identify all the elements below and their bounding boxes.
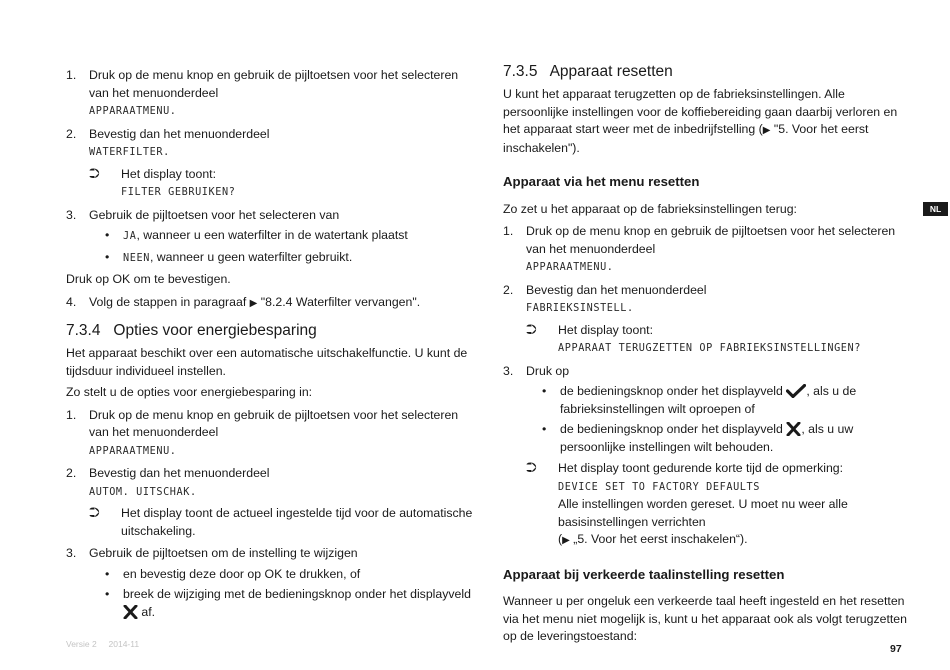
paragraph: Zo zet u het apparaat op de fabrieksinstellingen terug: (503, 201, 797, 216)
cross-reference: "8.2.4 Waterfilter vervangen". (260, 294, 421, 309)
bullet-text: de bedieningsknop onder het displayveld (560, 384, 783, 398)
step-number: 3. (66, 546, 77, 560)
menu-item-code: WATERFILTER. (89, 147, 170, 158)
bullet-text: , wanneer u geen waterfilter gebruikt. (149, 249, 353, 264)
bullet-icon: • (542, 422, 547, 436)
result-arrow-icon: ⮊ (89, 504, 100, 520)
result-line (503, 460, 913, 550)
section-number: 7.3.4 (66, 322, 101, 339)
list-item (66, 67, 476, 121)
bullet-text-end: af. (141, 604, 156, 619)
subsection-heading: Apparaat via het menu resetten (503, 174, 700, 189)
menu-item-code: APPARAATMENU. (89, 445, 177, 457)
step-text: Druk op de menu knop en gebruik de pijltoetsen voor het selecteren van het menuonderdeel (89, 407, 459, 439)
cross-reference: "5. Voor het eerst inschakelen"). (503, 122, 869, 155)
result-line (66, 505, 476, 540)
reference-open: ( (558, 532, 563, 546)
bullet-text: en bevestig deze door op OK te drukken, of (123, 566, 361, 581)
paragraph: Zo stelt u de opties voor energiebesparing in: (66, 385, 313, 399)
step-number: 1. (66, 68, 77, 82)
section-heading (503, 62, 913, 82)
step-text: Druk op (526, 363, 570, 378)
list-item (66, 465, 476, 501)
result-text: Het display toont gedurende korte tijd de opmerking: (558, 461, 844, 475)
cross-reference: „5. Voor het eerst inschakelen“). (573, 532, 748, 546)
checkmark-icon (786, 384, 806, 398)
list-item (503, 363, 913, 381)
bullet-text: de bedieningsknop onder het displayveld (560, 422, 783, 436)
subsection-heading: Apparaat bij verkeerde taalinstelling resetten (503, 566, 785, 582)
step-text: Gebruik de pijltoetsen om de instelling te wijzigen (89, 546, 358, 560)
step-number: 1. (503, 224, 514, 238)
bullet-icon: • (105, 228, 110, 242)
result-text-2: Alle instellingen worden gereset. U moet nu weer alle basisinstellingen verrichten (558, 497, 848, 529)
result-line (66, 166, 476, 202)
list-item (66, 207, 476, 225)
bullet-icon: • (542, 384, 547, 398)
bullet-icon: • (105, 249, 110, 264)
right-column (503, 62, 913, 646)
bullet-text: , wanneer u een waterfilter in de watertank plaatst (136, 228, 408, 242)
step-number: 1. (66, 407, 77, 422)
list-item (66, 545, 476, 563)
cross-icon (786, 422, 801, 436)
step-number: 3. (66, 207, 77, 222)
reference-triangle-icon: ▶ (762, 125, 771, 136)
bullet-text-end: , als u de fabrieksinstellingen wilt oproepen of (560, 384, 857, 416)
paragraph: Het apparaat beschikt over een automatische uitschakelfunctie. U kunt de tijdsduur individueel instellen. (66, 346, 468, 378)
option-code: JA (123, 231, 137, 242)
section-title: Apparaat resetten (549, 63, 673, 80)
section-heading (66, 321, 476, 341)
paragraph: Wanneer u per ongeluk een verkeerde taal heeft ingesteld en het resetten via het menu niet mogelijk is, kunt u het apparaat ook als volgt terugzetten op de leveringstoestand: (503, 594, 907, 643)
menu-item-code: AUTOM. UITSCHAK. (89, 486, 197, 498)
list-item (66, 126, 476, 162)
section-number: 7.3.5 (503, 63, 538, 80)
step-number: 2. (66, 126, 77, 141)
paragraph: Druk op OK om te bevestigen. (66, 272, 231, 286)
step-text: Druk op de menu knop en gebruik de pijltoetsen voor het selecteren van het menuonderdeel (89, 68, 459, 100)
list-item (66, 294, 476, 313)
bullet-icon: • (105, 566, 110, 581)
step-number: 3. (503, 363, 514, 378)
bullet-icon: • (105, 587, 110, 601)
step-number: 4. (66, 294, 77, 309)
reference-triangle-icon: ▶ (249, 297, 258, 309)
bullet-text-end: , als u uw persoonlijke instellingen wilt behouden. (560, 422, 854, 454)
language-tab: NL (923, 202, 948, 216)
step-text: Bevestig dan het menuonderdeel (89, 126, 270, 141)
page-number: 97 (890, 643, 902, 655)
step-text: Bevestig dan het menuonderdeel (89, 466, 270, 480)
footer-version: Versie 2 2014-11 (66, 639, 140, 649)
display-message: APPARAAT TERUGZETTEN OP FABRIEKSINSTELLINGEN? (558, 343, 862, 354)
result-arrow-icon: ⮊ (89, 164, 100, 181)
menu-item-code: FABRIEKSINSTELL. (526, 303, 634, 314)
result-text: Het display toont de actueel ingestelde tijd voor de automatische uitschakeling. (121, 506, 473, 538)
bullet-item (66, 249, 476, 268)
menu-item-code: APPARAATMENU. (89, 106, 177, 117)
step-number: 2. (66, 466, 77, 480)
step-text: Volg de stappen in paragraaf (89, 294, 247, 309)
option-code: NEEN (123, 252, 150, 264)
bullet-item (503, 421, 913, 456)
bullet-item (66, 566, 476, 584)
step-text: Bevestig dan het menuonderdeel (526, 282, 707, 297)
bullet-item (66, 227, 476, 246)
result-arrow-icon: ⮊ (526, 459, 537, 475)
menu-item-code: APPARAATMENU. (526, 262, 614, 273)
result-text: Het display toont: (121, 166, 217, 181)
display-message: FILTER GEBRUIKEN? (121, 187, 236, 198)
display-message: DEVICE SET TO FACTORY DEFAULTS (558, 481, 761, 493)
list-item (66, 407, 476, 461)
step-text: Gebruik de pijltoetsen voor het selecteren van (89, 207, 340, 222)
section-title: Opties voor energiebesparing (113, 322, 317, 339)
paragraph (503, 86, 913, 157)
result-arrow-icon: ⮊ (526, 320, 537, 337)
list-item (503, 223, 913, 277)
step-text: Druk op de menu knop en gebruik de pijltoetsen voor het selecteren van het menuonderdeel (526, 224, 896, 256)
left-column (66, 62, 476, 621)
result-text: Het display toont: (558, 322, 654, 337)
bullet-item (66, 586, 476, 621)
step-number: 2. (503, 282, 514, 297)
reference-triangle-icon: ▶ (562, 535, 570, 546)
bullet-text: breek de wijziging met de bedieningsknop onder het displayveld (123, 587, 471, 601)
paragraph-text: U kunt het apparaat terugzetten op de fabrieksinstellingen. Alle persoonlijke instellingen voor de koffiebereiding gaan daarbij verloren en het apparaat start weer met de inbedrijfstelling ( (503, 87, 898, 136)
bullet-item (503, 383, 913, 418)
result-line (503, 322, 913, 358)
cross-icon (123, 605, 138, 619)
list-item (503, 282, 913, 318)
